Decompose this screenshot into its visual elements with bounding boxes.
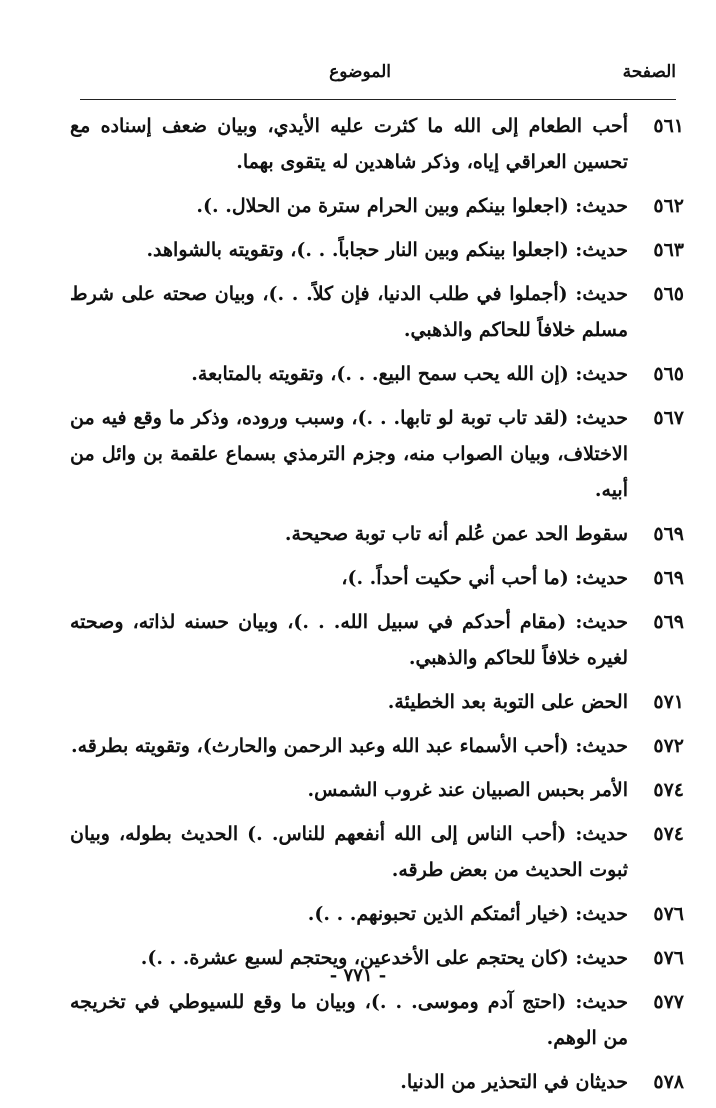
entry-page-number: ٥٧٧: [653, 991, 684, 1013]
entry-topic-text: حديثان في التحذير من الدنيا.: [400, 1071, 628, 1093]
entry-page-number: ٥٧٤: [653, 779, 684, 801]
index-entry: [70, 604, 684, 676]
entry-page-number: ٥٦١: [653, 115, 684, 137]
entry-topic-text: حديث: (ما أحب أني حكيت أحداً. .)،: [341, 567, 628, 589]
entry-page-number: ٥٧٨: [653, 1071, 684, 1093]
table-header: [80, 60, 676, 90]
index-entry: [70, 984, 684, 1056]
entry-page-number: ٥٧٦: [653, 903, 684, 925]
entry-topic-text: حديث: (خيار أئمتكم الذين تحبونهم. . .).: [307, 903, 628, 925]
entry-page-number: ٥٦٥: [653, 283, 684, 305]
index-entry: [70, 728, 684, 764]
index-entry: [70, 816, 684, 888]
entry-topic-text: حديث: (احتج آدم وموسى. . .)، وبيان ما وقع للسيوطي في تخريجه من الوهم.: [70, 991, 628, 1049]
entry-topic-text: حديث: (لقد تاب توبة لو تابها. . .)، وسبب وروده، وذكر ما وقع فيه من الاختلاف، وبيان الصواب منه، وجزم الترمذي بسماع علقمة بن وائل من أبيه.: [70, 407, 628, 501]
entry-topic-text: حديث: (أحب الأسماء عبد الله وعبد الرحمن والحارث)، وتقويته بطرقه.: [71, 735, 628, 757]
index-entry: [70, 560, 684, 596]
entry-page-number: ٥٧٦: [653, 947, 684, 969]
topic-column-label: الموضوع: [329, 62, 391, 82]
header-divider: [80, 99, 676, 100]
entry-topic-text: الأمر بحبس الصبيان عند غروب الشمس.: [307, 779, 628, 801]
index-entry: [70, 1064, 684, 1100]
index-entries-list: [70, 108, 684, 1108]
entry-page-number: ٥٦٩: [653, 523, 684, 545]
index-entry: [70, 400, 684, 508]
page-column-label: الصفحة: [622, 62, 676, 82]
entry-topic-text: حديث: (كان يحتجم على الأخدعين، ويحتجم لسبع عشرة. . .).: [140, 947, 628, 969]
entry-page-number: ٥٦٩: [653, 611, 684, 633]
index-entry: [70, 516, 684, 552]
index-entry: [70, 896, 684, 932]
entry-topic-text: حديث: (أحب الناس إلى الله أنفعهم للناس. .) الحديث بطوله، وبيان ثبوت الحديث من بعض طرقه.: [70, 823, 628, 881]
entry-page-number: ٥٦٥: [653, 363, 684, 385]
entry-topic-text: حديث: (اجعلوا بينكم وبين النار حجاباً. . .)، وتقويته بالشواهد.: [146, 239, 628, 261]
entry-topic-text: حديث: (إن الله يحب سمح البيع. . .)، وتقويته بالمتابعة.: [191, 363, 628, 385]
index-entry: [70, 772, 684, 808]
entry-page-number: ٥٦٩: [653, 567, 684, 589]
index-entry: [70, 276, 684, 348]
entry-page-number: ٥٦٣: [653, 239, 684, 261]
entry-page-number: ٥٧١: [653, 691, 684, 713]
index-entry: [70, 188, 684, 224]
entry-topic-text: حديث: (أجملوا في طلب الدنيا، فإن كلاً. . .)، وبيان صحته على شرط مسلم خلافاً للحاكم والذهبي.: [70, 283, 628, 341]
entry-page-number: ٥٦٧: [653, 407, 684, 429]
entry-page-number: ٥٧٢: [653, 735, 684, 757]
entry-page-number: ٥٧٤: [653, 823, 684, 845]
entry-topic-text: حديث: (اجعلوا بينكم وبين الحرام سترة من الحلال. .).: [196, 195, 628, 217]
index-entry: [70, 684, 684, 720]
index-entry: [70, 232, 684, 268]
entry-topic-text: سقوط الحد عمن عُلم أنه تاب توبة صحيحة.: [284, 523, 628, 545]
entry-page-number: ٥٦٢: [653, 195, 684, 217]
entry-topic-text: أحب الطعام إلى الله ما كثرت عليه الأيدي، وبيان ضعف إسناده مع تحسين العراقي إياه، وذكر شاهدين له يتقوى بهما.: [70, 115, 628, 173]
entry-topic-text: حديث: (مقام أحدكم في سبيل الله. . .)، وبيان حسنه لذاته، وصحته لغيره خلافاً للحاكم والذهبي.: [70, 611, 628, 669]
index-entry: [70, 108, 684, 180]
page-number: - ٧٧١ -: [329, 965, 387, 986]
index-entry: [70, 356, 684, 392]
entry-topic-text: الحض على التوبة بعد الخطيئة.: [387, 691, 628, 713]
